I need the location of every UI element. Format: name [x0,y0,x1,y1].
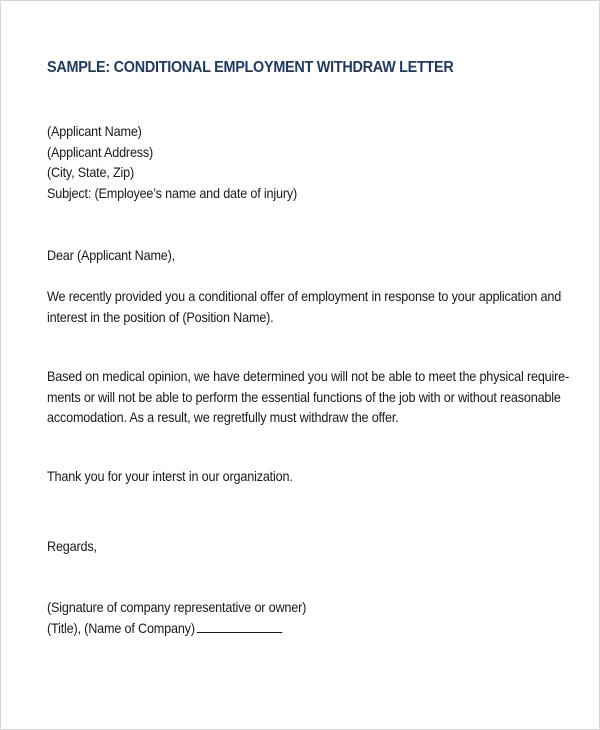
salutation: Dear (Applicant Name), [47,248,176,263]
paragraph-line: accomodation. As a result, we regretfully must withdraw the offer. [47,410,399,425]
title-company-line: (Title), (Name of Company) [47,620,195,636]
paragraph-line: interest in the position of (Position Name). [47,309,274,325]
paragraph-medical-opinion [47,367,569,429]
applicant-name-line: (Applicant Name) [47,124,142,139]
signature-line: (Signature of company representative or owner) [47,600,307,615]
subject-line: Subject: (Employee’s name and date of injury) [47,185,298,201]
city-state-zip-line: (City, State, Zip) [47,165,135,180]
applicant-address-line: (Applicant Address) [47,144,154,160]
blank-underline [197,619,283,633]
closing: Regards, [47,539,97,554]
paragraph-offer [47,287,561,328]
paragraph-line: We recently provided you a conditional offer of employment in response to your application and [47,289,562,304]
paragraph-thank-you: Thank you for your interst in our organization. [47,469,293,484]
title-company-row [47,619,306,640]
signature-block [47,598,306,639]
letter-title: SAMPLE: CONDITIONAL EMPLOYMENT WITHDRAW LETTER [47,59,454,76]
paragraph-line: Based on medical opinion, we have determined you will not be able to meet the physical require- [47,369,570,384]
paragraph-line: ments or will not be able to perform the essential functions of the job with or without reasonable [47,389,561,405]
recipient-address-block [47,122,297,204]
